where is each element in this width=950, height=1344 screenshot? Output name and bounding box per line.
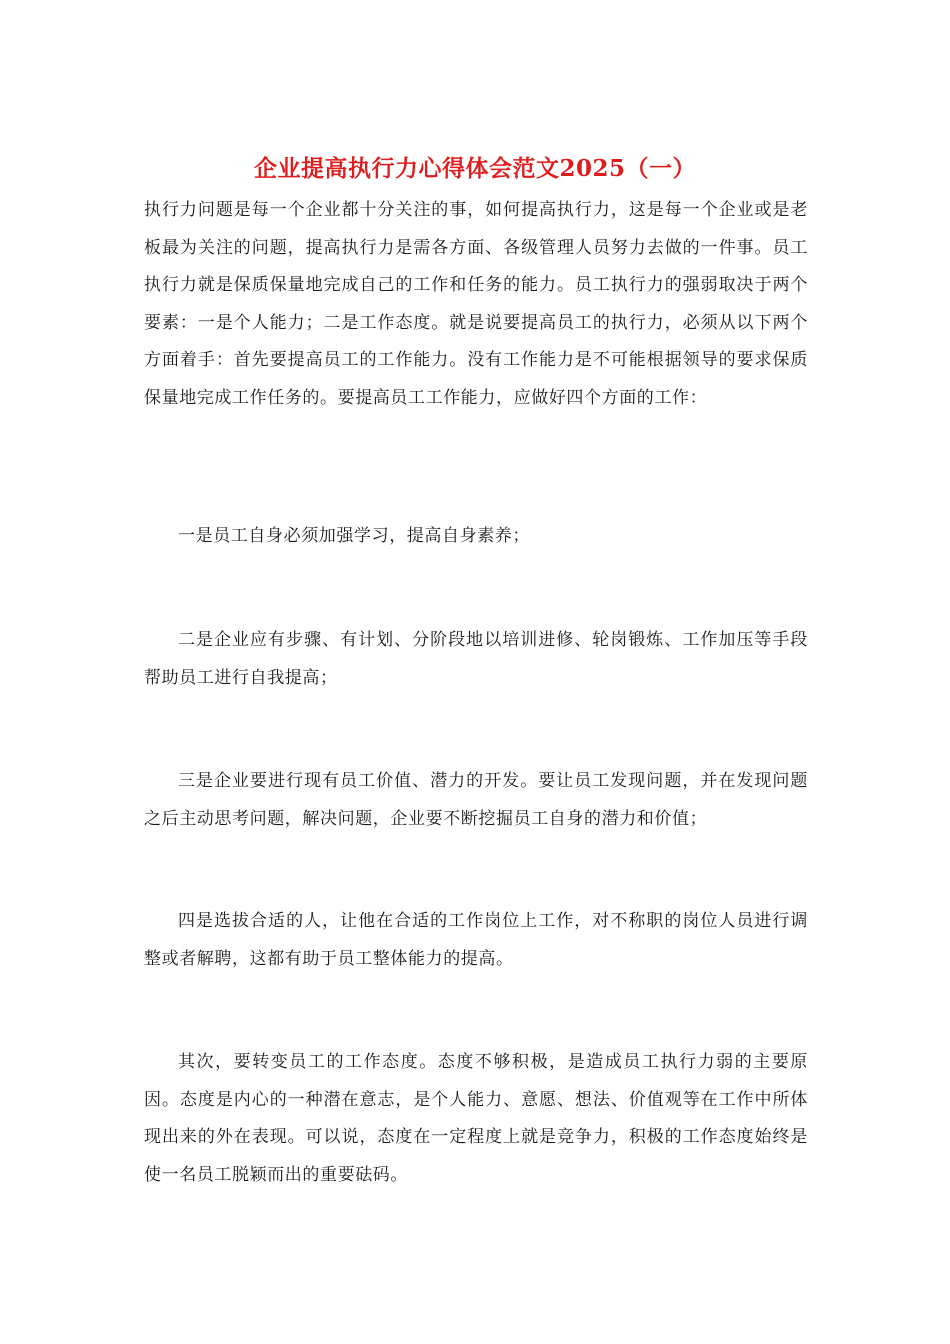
paragraph-point-1: 一是员工自身必须加强学习，提高自身素养； <box>178 526 530 546</box>
document-title: 企业提高执行力心得体会范文2025（一） <box>253 155 696 182</box>
paragraph-point-3: 三是企业要进行现有员工价值、潜力的开发。要让员工发现问题，并在发现问题之后主动思考问题，解决问题，企业要不断挖掘员工自身的潜力和价值； <box>144 771 808 829</box>
paragraph-attitude: 其次，要转变员工的工作态度。态度不够积极，是造成员工执行力弱的主要原因。态度是内心的一种潜在意志，是个人能力、意愿、想法、价值观等在工作中所体现出来的外在表现。可以说，态度在一定程度上就是竞争力，积极的工作态度始终是使一名员工脱颖而出的重要砝码。 <box>144 1052 808 1185</box>
paragraph-point-4: 四是选拔合适的人，让他在合适的工作岗位上工作，对不称职的岗位人员进行调整或者解聘，这都有助于员工整体能力的提高。 <box>144 911 808 969</box>
paragraph-intro: 执行力问题是每一个企业都十分关注的事，如何提高执行力，这是每一个企业或是老板最为关注的问题，提高执行力是需各方面、各级管理人员努力去做的一件事。员工执行力就是保质保量地完成自己的工作和任务的能力。员工执行力的强弱取决于两个要素：一是个人能力；二是工作态度。就是说要提高员工的执行力，必须从以下两个方面着手：首先要提高员工的工作能力。没有工作能力是不可能根据领导的要求保质保量地完成工作任务的。要提高员工工作能力，应做好四个方面的工作： <box>144 200 808 408</box>
paragraph-point-2: 二是企业应有步骤、有计划、分阶段地以培训进修、轮岗锻炼、工作加压等手段帮助员工进行自我提高； <box>144 630 808 688</box>
